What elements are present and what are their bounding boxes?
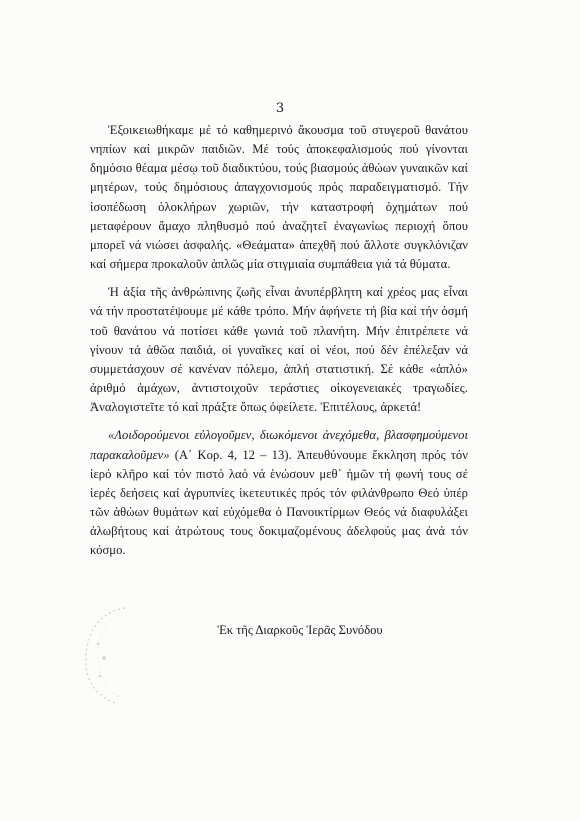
signature-line: Ἐκ τῆς Διαρκοῦς Ἱερᾶς Συνόδου	[217, 623, 383, 637]
paragraph-1: Ἐξοικειωθήκαμε μέ τό καθημερινό ἄκουσμα τοῦ στυγεροῦ θανάτου νηπίων καί μικρῶν παιδιῶν. Μέ τούς ἀποκεφαλισμούς πού γίνονται δημόσιο θέαμα μέσῳ τοῦ διαδικτύου, τούς βιασμούς ἀθώων γυναικῶν καί μητέρων, τούς δημόσιους ἀπαγχονισμούς πρός παραδειγματισμό. Τήν ἰσοπέδωση ὁλοκλήρων χωριῶν, τήν καταστροφή ὀχημάτων πού μεταφέρουν ἄμαχο πληθυσμό πού ἀναζητεῖ ἐναγωνίως περιοχή ὅπου μπορεῖ νά νιώσει ἀσφαλής. «Θεάματα» ἀπεχθῆ πού ἄλλοτε συγκλόνιζαν καί σήμερα προκαλοῦν ἁπλῶς μία στιγμιαία συμπάθεια γιά τά θύματα.	[90, 123, 468, 272]
scripture-quote: «Λοιδορούμενοι εὐλογοῦμεν, διωκόμενοι ἀνεχόμεθα, βλασφημούμενοι παρακαλοῦμεν»	[90, 428, 468, 462]
faded-seal-icon	[70, 600, 140, 710]
page-number: 3	[275, 101, 285, 116]
letter-body	[90, 121, 468, 560]
paragraph-3	[90, 426, 468, 560]
paragraph-2: Ἡ ἀξία τῆς ἀνθρώπινης ζωῆς εἶναι ἀνυπέρβλητη καί χρέος μας εἶναι νά τήν προστατέψουμε μέ κάθε τρόπο. Μήν ἀφήνετε τή βία καί τήν ὀσμή τοῦ θανάτου νά ποτίσει κάθε γωνιά τοῦ πλανήτη. Μήν ἐπιτρέπετε νά γίνουν τά ἀθῶα παιδιά, οἱ γυναῖκες καί οἱ νέοι, πού δέν ἐπέλεξαν νά συμμετάσχουν σέ κανέναν πόλεμο, ἁπλή στατιστική. Σέ κάθε «ἁπλό» ἀριθμό ἀμάχων, ἀντιστοιχοῦν τεράστιες οἰκογενειακές τραγωδίες. Ἀναλογιστεῖτε τό καί πράξτε ὅπως ὀφείλετε. Ἐπιτέλους, ἀρκετά!	[90, 285, 468, 415]
appeal-text: (Α΄ Κορ. 4, 12 – 13). Ἀπευθύνουμε ἔκκληση πρός τόν ἱερό κλῆρο καί τόν πιστό λαό νά ἑνώσουν μεθ᾽ ἡμῶν τή φωνή τους σέ ἱερές δεήσεις καί ἀγρυπνίες ἱκετευτικές πρός τόν φιλάνθρωπο Θεό ὑπέρ τῶν ἀθώων θυμάτων καί εὐχόμεθα ὁ Πανοικτίρμων Θεός νά διαφυλάξει ἀλωβήτους καί ἀτρώτους τους δοκιμαζομένους ἀδελφούς μας ἀνά τόν κόσμο.	[90, 447, 468, 558]
